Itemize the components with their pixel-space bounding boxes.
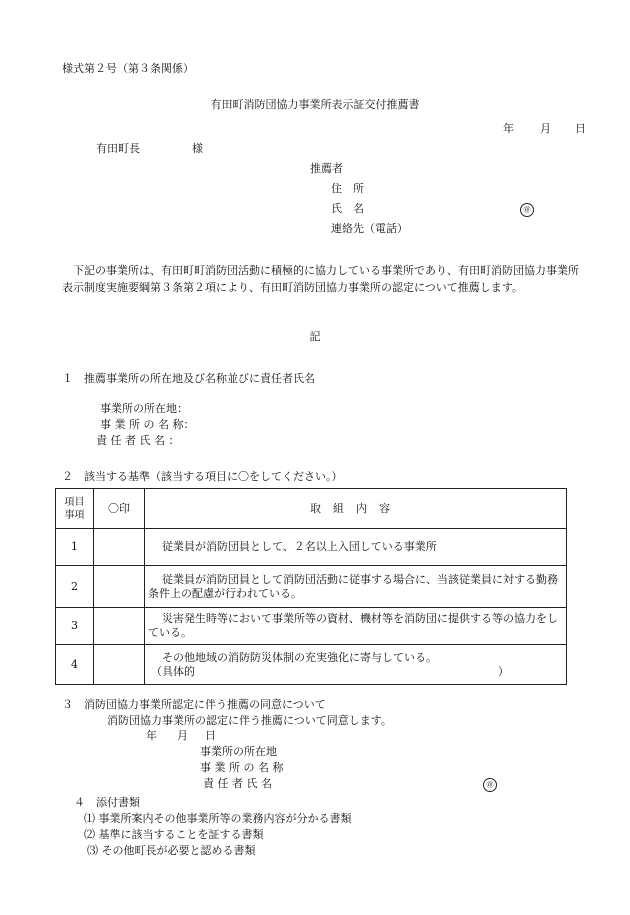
section3-field-name: 事 業 所 の 名 称 bbox=[200, 761, 284, 774]
criteria-row-1 bbox=[56, 529, 567, 566]
section1-field-manager: 責 任 者 氏 名 ： bbox=[96, 434, 180, 447]
section2-heading: ２ 該当する基準（該当する項目に〇をしてください。） bbox=[62, 470, 343, 483]
row4-detail-open: （具体的 bbox=[151, 664, 195, 678]
section3-consent-text: 消防団協力事業所の認定に伴う推薦について同意します。 bbox=[107, 714, 392, 727]
attachment-item-3: ⑶ その他町長が必要と認める書類 bbox=[87, 844, 256, 857]
recommender-contact-label: 連絡先（電話） bbox=[331, 222, 408, 235]
row4-mark-cell[interactable] bbox=[94, 645, 145, 685]
row1-content: 従業員が消防団員として、２名以上入団している事業所 bbox=[145, 529, 567, 566]
section1-heading: １ 推薦事業所の所在地及び名称並びに責任者氏名 bbox=[62, 372, 315, 385]
addressee-honorific: 様 bbox=[192, 142, 203, 155]
attachment-item-1: ⑴ 事業所案内その他事業所等の業務内容が分かる書類 bbox=[84, 812, 352, 825]
row2-mark-cell[interactable] bbox=[94, 566, 145, 608]
criteria-row-4 bbox=[56, 645, 567, 685]
date-month: 月 bbox=[540, 122, 551, 135]
recommender-heading: 推薦者 bbox=[310, 162, 343, 175]
row4-detail-close: ） bbox=[498, 664, 509, 678]
section3-date-day: 日 bbox=[205, 729, 216, 742]
section3-seal-mark: ㊞ bbox=[483, 778, 497, 792]
section1-field-location: 事業所の所在地： bbox=[100, 402, 188, 415]
body-paragraph: 下記の事業所は、有田町町消防団活動に積極的に協力している事業所であり、有田町消防団協力事業所表示制度実施要綱第３条第２項により、有田町消防団協力事業所の認定について推薦します。 bbox=[62, 264, 579, 294]
section3-field-manager: 責 任 者 氏 名 bbox=[203, 777, 272, 790]
criteria-row-3 bbox=[56, 608, 567, 645]
row2-content: 従業員が消防団員として消防団活動に従事する場合に、当該従業員に対する勤務条件上の配慮が行われている。 bbox=[145, 566, 567, 608]
section3-field-location: 事業所の所在地 bbox=[200, 745, 277, 758]
recommender-address-label: 住 所 bbox=[331, 182, 364, 195]
section3-date-year: 年 bbox=[146, 729, 157, 742]
row1-no: 1 bbox=[56, 529, 94, 566]
form-number: 様式第２号（第３条関係） bbox=[62, 62, 194, 75]
criteria-header-row bbox=[56, 489, 567, 529]
criteria-row-2 bbox=[56, 566, 567, 608]
note-heading: 記 bbox=[309, 330, 321, 343]
row3-no: 3 bbox=[56, 608, 94, 645]
row4-content bbox=[145, 645, 567, 685]
date-year: 年 bbox=[503, 122, 514, 135]
date-day: 日 bbox=[575, 122, 586, 135]
row4-detail-line bbox=[148, 665, 564, 679]
criteria-table bbox=[55, 488, 567, 685]
section3-date-month: 月 bbox=[177, 729, 188, 742]
header-content: 取組内容 bbox=[145, 489, 567, 529]
row2-no: 2 bbox=[56, 566, 94, 608]
section4-heading: ４ 添付書類 bbox=[74, 796, 140, 809]
header-no: 項目事項 bbox=[56, 489, 94, 529]
row3-mark-cell[interactable] bbox=[94, 608, 145, 645]
section1-field-name: 事 業 所 の 名 称： bbox=[100, 418, 195, 431]
header-mark: 〇印 bbox=[94, 489, 145, 529]
attachment-item-2: ⑵ 基準に該当することを証する書類 bbox=[84, 828, 264, 841]
row4-content-text: その他地域の消防防災体制の充実強化に寄与している。 bbox=[162, 650, 437, 664]
row4-no: 4 bbox=[56, 645, 94, 685]
recommender-name-label: 氏 名 bbox=[331, 202, 364, 215]
recommender-seal-mark: ㊞ bbox=[520, 203, 534, 217]
section3-heading: ３ 消防団協力事業所認定に伴う推薦の同意について bbox=[62, 698, 326, 711]
addressee-name: 有田町長 bbox=[96, 142, 140, 155]
page-title: 有田町消防団協力事業所表示証交付推薦書 bbox=[210, 98, 420, 111]
row3-content: 災害発生時等において事業所等の資材、機材等を消防団に提供する等の協力をしている。 bbox=[145, 608, 567, 645]
row1-mark-cell[interactable] bbox=[94, 529, 145, 566]
